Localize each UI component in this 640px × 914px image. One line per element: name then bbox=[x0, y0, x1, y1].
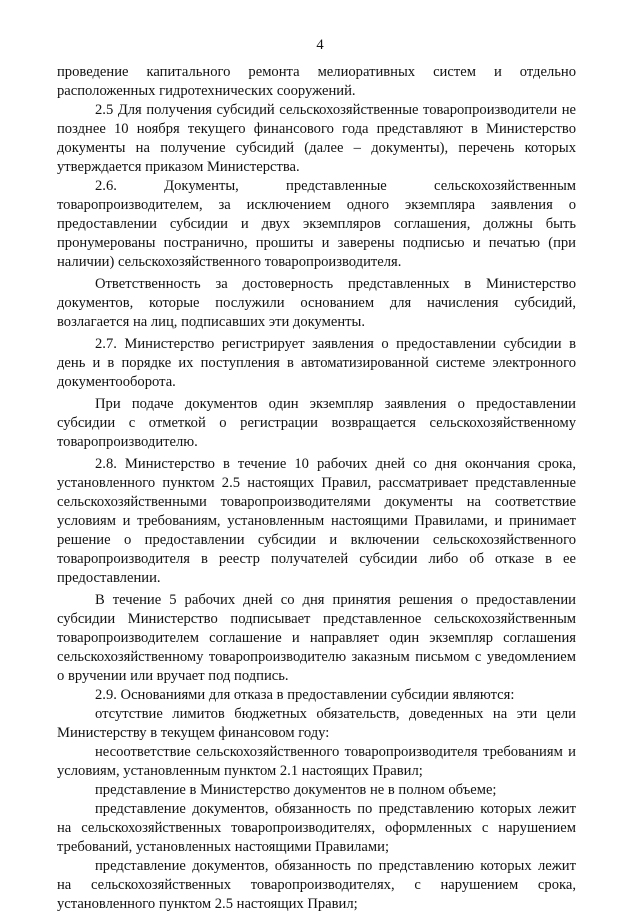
paragraph-2-8: 2.8. Министерство в течение 10 рабочих дней со дня окончания срока, установленного пунктом 2.5 настоящих Правил, рассматривает представленные сельскохозяйственными товаропроизводителями документы на соответствие условиям и требованиям, установленным настоящими Правилами, и принимает решение о предоставлении субсидии и включении сельскохозяйственного товаропроизводителя в реестр получателей субсидии либо об отказе в ее предоставлении. bbox=[57, 456, 576, 586]
paragraph-submission: При подаче документов один экземпляр заявления о предоставлении субсидии с отметкой о регистрации возвращается сельскохозяйственному товаропроизводителю. bbox=[57, 396, 576, 450]
paragraph-2-7: 2.7. Министерство регистрирует заявления о предоставлении субсидии в день и в порядке их поступления в автоматизированной системе электронного документооборота. bbox=[57, 336, 576, 390]
paragraph-2-5: 2.5 Для получения субсидий сельскохозяйственные товаропроизводители не позднее 10 ноября текущего финансового года представляют в Министерство документы на получение субсидий (далее – документы), перечень которых утверждается приказом Министерства. bbox=[57, 102, 576, 175]
page-number: 4 bbox=[316, 37, 324, 53]
paragraph-2-6: 2.6. Документы, представленные сельскохозяйственным товаропроизводителем, за исключением одного экземпляра заявления о предоставлении субсидии и двух экземпляров соглашения, должны быть пронумерованы постранично, прошиты и заверены подписью и печатью (при наличии) сельскохозяйственного товаропроизводителя. bbox=[57, 178, 576, 270]
paragraph-continuation: проведение капитального ремонта мелиоративных систем и отдельно расположенных гидротехнических сооружений. bbox=[57, 64, 576, 99]
list-item-noncompliance: несоответствие сельскохозяйственного товаропроизводителя требованиям и условиям, установленным пунктом 2.1 настоящих Правил; bbox=[57, 744, 576, 779]
paragraph-responsibility: Ответственность за достоверность представленных в Министерство документов, которые послужили основанием для начисления субсидий, возлагается на лиц, подписавших эти документы. bbox=[57, 276, 576, 330]
list-item-no-limits: отсутствие лимитов бюджетных обязательств, доведенных на эти цели Министерству в текущем финансовом году: bbox=[57, 706, 576, 741]
list-item-deadline-violation: представление документов, обязанность по представлению которых лежит на сельскохозяйственных товаропроизводителях, с нарушением срока, установленного пунктом 2.5 настоящих Правил; bbox=[57, 858, 576, 912]
paragraph-2-9: 2.9. Основаниями для отказа в предоставлении субсидии являются: bbox=[95, 687, 515, 703]
paragraph-decision-term: В течение 5 рабочих дней со дня принятия решения о предоставлении субсидии Министерство подписывает представленное сельскохозяйственным товаропроизводителем соглашение и направляет один экземпляр соглашения сельскохозяйственному товаропроизводителю заказным письмом с уведомлением о вручении или вручает под подпись. bbox=[57, 592, 576, 684]
document-body bbox=[57, 63, 576, 914]
list-item-incomplete-documents: представление в Министерство документов не в полном объеме; bbox=[95, 782, 497, 798]
list-item-requirements-violation: представление документов, обязанность по представлению которых лежит на сельскохозяйственных товаропроизводителях, оформленных с нарушением требований, установленных настоящими Правилами; bbox=[57, 801, 576, 855]
